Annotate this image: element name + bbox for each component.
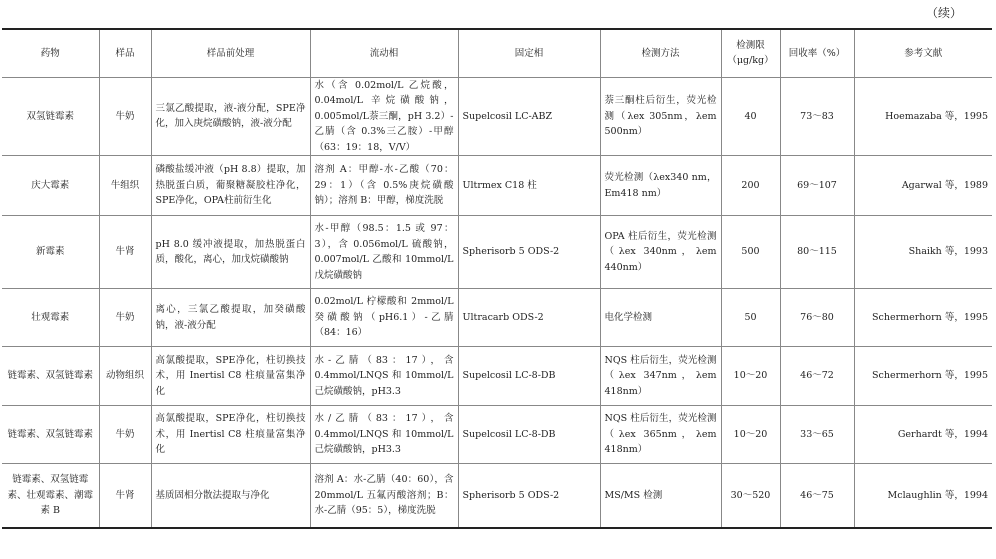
lod-cell: 10～20 xyxy=(721,406,780,464)
table-row xyxy=(2,156,992,216)
reference-cell: Hoemazaba 等，1995 xyxy=(854,77,992,156)
reference-cell: Schermerhorn 等，1995 xyxy=(854,289,992,347)
drug-cell: 链霉素、双氢链霉素、壮观霉素、潮霉素 B xyxy=(2,464,99,528)
drug-cell: 双氢链霉素 xyxy=(2,77,99,156)
lod-cell: 200 xyxy=(721,156,780,216)
continued-label: （续） xyxy=(925,6,962,20)
prep-cell: 磷酸盐缓冲液（pH 8.8）提取，加热脱蛋白质，葡聚糖凝胶柱净化，SPE净化，OPA柱前衍生化 xyxy=(151,156,310,216)
prep-cell: 基质固相分散法提取与净化 xyxy=(151,464,310,528)
drug-cell: 链霉素、双氢链霉素 xyxy=(2,406,99,464)
mobile-phase-cell: 水-甲醇（98.5：1.5 或 97：3），含 0.056mol/L 硫酸钠，0.007mol/L 乙酸和 10mmol/L 戊烷磺酸钠 xyxy=(310,216,458,289)
detection-cell: OPA 柱后衍生，荧光检测（λex 340nm，λem 440nm） xyxy=(600,216,721,289)
prep-cell: 高氯酸提取，SPE净化，柱切换技术，用 Inertisl C8 柱痕量富集净化 xyxy=(151,347,310,406)
header-cell: 检测限 （μg/kg） xyxy=(721,29,780,77)
recovery-cell: 76～80 xyxy=(780,289,854,347)
prep-cell: pH 8.0 缓冲液提取，加热脱蛋白质，酸化，离心，加戊烷磺酸钠 xyxy=(151,216,310,289)
header-cell: 检测方法 xyxy=(600,29,721,77)
mobile-phase-cell: 水（含 0.02mol/L 乙烷酸，0.04mol/L 辛烷磺酸钠，0.005mol/L萘三酮，pH 3.2）-乙腈（含 0.3%三乙胺）-甲醇（63：19：18，V/V） xyxy=(310,77,458,156)
header-cell: 样品 xyxy=(99,29,151,77)
header-row xyxy=(2,29,992,77)
detection-cell: 萘三酮柱后衍生，荧光检测（λex 305nm，λem 500nm） xyxy=(600,77,721,156)
detection-cell: NQS 柱后衍生，荧光检测（λex 347nm，λem 418nm） xyxy=(600,347,721,406)
sample-cell: 动物组织 xyxy=(99,347,151,406)
lod-cell: 30～520 xyxy=(721,464,780,528)
sample-cell: 牛奶 xyxy=(99,289,151,347)
mobile-phase-cell: 溶剂 A：甲醇-水-乙酸（70：29：1）（含 0.5%庚烷磺酸钠）；溶剂 B：甲醇，梯度洗脱 xyxy=(310,156,458,216)
table-row xyxy=(2,347,992,406)
stationary-phase-cell: Spherisorb 5 ODS-2 xyxy=(458,216,600,289)
drug-cell: 新霉素 xyxy=(2,216,99,289)
drug-cell: 链霉素、双氢链霉素 xyxy=(2,347,99,406)
drug-cell: 壮观霉素 xyxy=(2,289,99,347)
table-row xyxy=(2,289,992,347)
prep-cell: 三氯乙酸提取，液-液分配，SPE净化，加入庚烷磺酸钠，液-液分配 xyxy=(151,77,310,156)
table-row xyxy=(2,216,992,289)
detection-cell: MS/MS 检测 xyxy=(600,464,721,528)
stationary-phase-cell: Supelcosil LC-8-DB xyxy=(458,347,600,406)
sample-cell: 牛奶 xyxy=(99,406,151,464)
recovery-cell: 33～65 xyxy=(780,406,854,464)
stationary-phase-cell: Supelcosil LC-8-DB xyxy=(458,406,600,464)
mobile-phase-cell: 水/乙腈（83：17），含 0.4mmol/LNQS 和 10mmol/L 己烷磺酸钠，pH3.3 xyxy=(310,406,458,464)
header-cell: 药物 xyxy=(40,47,60,59)
mobile-phase-cell: 0.02mol/L 柠檬酸和 2mmol/L 癸磺酸钠（pH6.1）-乙腈（84：16） xyxy=(310,289,458,347)
mobile-phase-cell: 溶剂 A：水-乙腈（40：60），含 20mmol/L 五氟丙酸溶剂；B：水-乙腈（95：5），梯度洗脱 xyxy=(310,464,458,528)
sample-cell: 牛肾 xyxy=(99,464,151,528)
prep-cell: 离心，三氯乙酸提取，加癸磺酸钠，液-液分配 xyxy=(151,289,310,347)
detection-cell: 电化学检测 xyxy=(600,289,721,347)
header-cell: 固定相 xyxy=(458,29,600,77)
stationary-phase-cell: Supelcosil LC-ABZ xyxy=(458,77,600,156)
header-cell: 流动相 xyxy=(310,29,458,77)
hplc-methods-table xyxy=(2,28,992,529)
sample-cell: 牛奶 xyxy=(99,77,151,156)
lod-cell: 500 xyxy=(721,216,780,289)
header-cell: 参考文献 xyxy=(854,29,992,77)
stationary-phase-cell: Ultracarb ODS-2 xyxy=(458,289,600,347)
table-row xyxy=(2,406,992,464)
drug-cell: 庆大霉素 xyxy=(2,156,99,216)
lod-cell: 40 xyxy=(721,77,780,156)
header-cell: 回收率（%） xyxy=(780,29,854,77)
recovery-cell: 73～83 xyxy=(780,77,854,156)
recovery-cell: 46～75 xyxy=(780,464,854,528)
lod-cell: 10～20 xyxy=(721,347,780,406)
reference-cell: Gerhardt 等，1994 xyxy=(854,406,992,464)
lod-cell: 50 xyxy=(721,289,780,347)
mobile-phase-cell: 水-乙腈（83：17），含 0.4mmol/LNQS 和 10mmol/L 己烷磺酸钠，pH3.3 xyxy=(310,347,458,406)
table-row xyxy=(2,464,992,528)
header-cell: 样品前处理 xyxy=(151,29,310,77)
detection-cell: 荧光检测（λex340 nm，Em418 nm） xyxy=(600,156,721,216)
sample-cell: 牛组织 xyxy=(99,156,151,216)
recovery-cell: 69～107 xyxy=(780,156,854,216)
recovery-cell: 46～72 xyxy=(780,347,854,406)
stationary-phase-cell: Ultrmex C18 柱 xyxy=(458,156,600,216)
reference-cell: Agarwal 等，1989 xyxy=(854,156,992,216)
prep-cell: 高氯酸提取，SPE净化，柱切换技术，用 Inertisl C8 柱痕量富集净化 xyxy=(151,406,310,464)
stationary-phase-cell: Spherisorb 5 ODS-2 xyxy=(458,464,600,528)
recovery-cell: 80～115 xyxy=(780,216,854,289)
detection-cell: NQS 柱后衍生，荧光检测（λex 365nm，λem 418nm） xyxy=(600,406,721,464)
reference-cell: Schermerhorn 等，1995 xyxy=(854,347,992,406)
reference-cell: Shaikh 等，1993 xyxy=(854,216,992,289)
table-row xyxy=(2,77,992,156)
sample-cell: 牛肾 xyxy=(99,216,151,289)
reference-cell: Mclaughlin 等，1994 xyxy=(854,464,992,528)
